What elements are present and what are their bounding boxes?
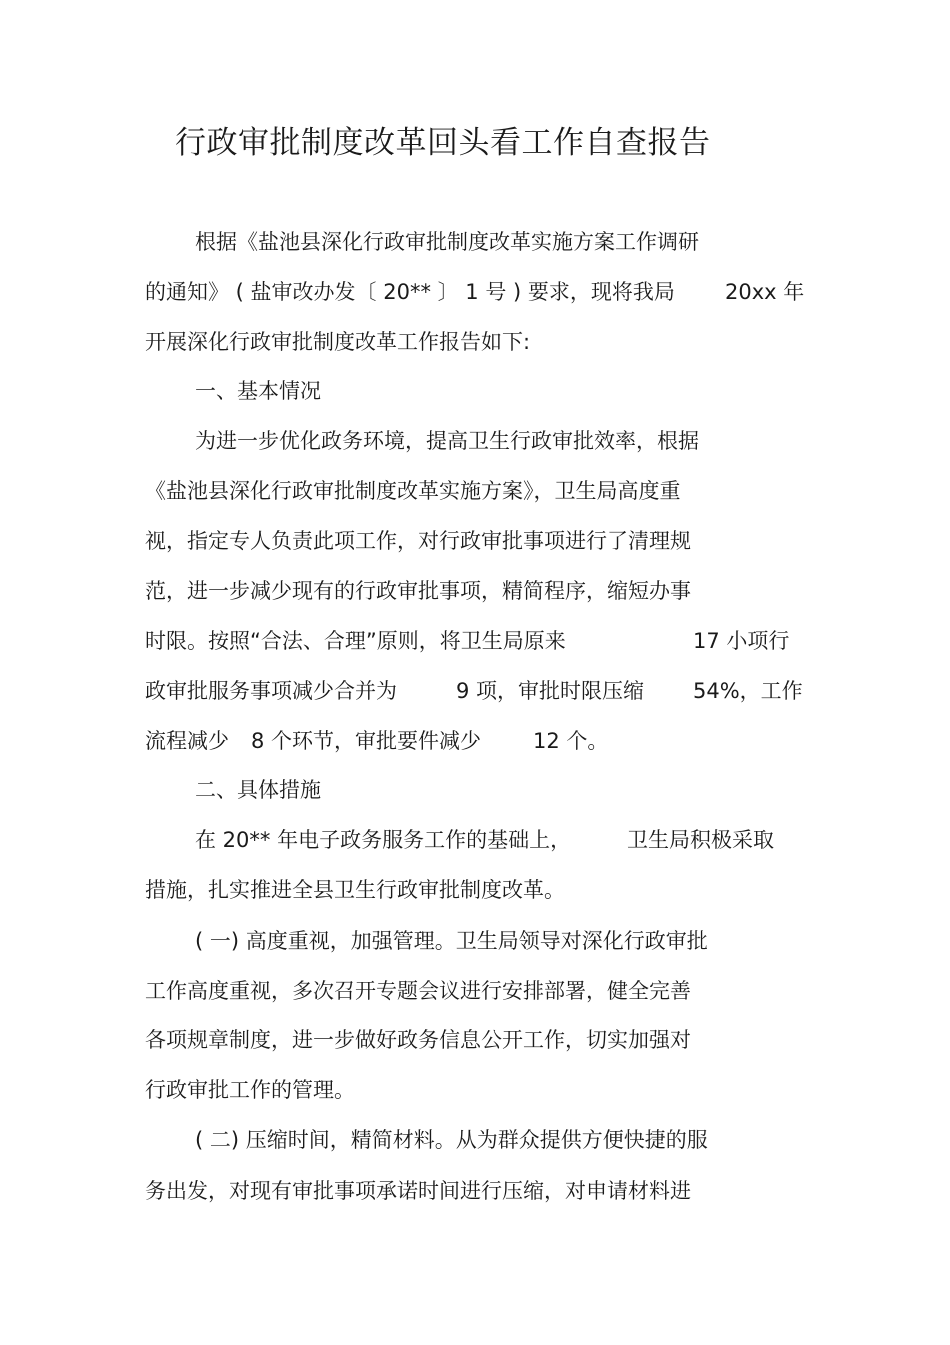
text-run: 为进一步优化政务环境，提高卫生行政审批效率，根据 <box>195 429 699 453</box>
section-heading <box>195 376 321 406</box>
text-run: 流程减少 <box>145 729 229 753</box>
text-line <box>195 227 699 257</box>
document-title: 行政审批制度改革回头看工作自查报告 <box>175 125 711 161</box>
text-run: 20xx 年 <box>725 280 805 304</box>
text-line <box>145 1025 691 1055</box>
text-run: 8 个环节，审批要件减少 <box>251 729 482 753</box>
text-run: 17 小项行 <box>693 629 790 653</box>
text-line <box>145 875 565 905</box>
text-run: 开展深化行政审批制度改革工作报告如下: <box>145 330 531 354</box>
text-line <box>145 676 815 706</box>
text-run: 在 20** 年电子政务服务工作的基础上， <box>195 828 572 852</box>
text-line <box>145 726 815 756</box>
text-run: 政审批服务事项减少合并为 <box>145 679 397 703</box>
text-run: 的通知》 ( 盐审改办发〔 20** 〕 1 号 ) 要求，现将我局 <box>145 280 675 304</box>
text-line <box>145 576 691 606</box>
text-line <box>145 476 681 506</box>
text-run: ( 一) 高度重视，加强管理。卫生局领导对深化行政审批 <box>195 929 708 953</box>
text-run: 措施，扎实推进全县卫生行政审批制度改革。 <box>145 878 565 902</box>
text-run: 范，进一步减少现有的行政审批事项，精简程序，缩短办事 <box>145 579 691 603</box>
text-line <box>195 1125 708 1155</box>
text-run: 一、基本情况 <box>195 379 321 403</box>
text-run: 视，指定专人负责此项工作，对行政审批事项进行了清理规 <box>145 529 691 553</box>
text-run: 卫生局积极采取 <box>627 828 774 852</box>
text-run: 根据《盐池县深化行政审批制度改革实施方案工作调研 <box>195 230 699 254</box>
text-run: 行政审批工作的管理。 <box>145 1078 355 1102</box>
text-line <box>145 526 691 556</box>
text-line <box>145 976 691 1006</box>
text-run: 务出发，对现有审批事项承诺时间进行压缩，对申请材料进 <box>145 1179 691 1203</box>
text-line <box>195 825 815 855</box>
text-line <box>145 327 530 357</box>
text-line <box>145 626 815 656</box>
text-run: 二、具体措施 <box>195 778 321 802</box>
text-run: ( 二) 压缩时间，精简材料。从为群众提供方便快捷的服 <box>195 1128 708 1152</box>
text-run: 工作高度重视，多次召开专题会议进行安排部署，健全完善 <box>145 979 691 1003</box>
text-line <box>195 426 699 456</box>
text-run: 时限。按照“合法、合理”原则，将卫生局原来 <box>145 629 566 653</box>
text-run: 54%，工作 <box>693 679 803 703</box>
text-run: 各项规章制度，进一步做好政务信息公开工作，切实加强对 <box>145 1028 691 1052</box>
text-run: 《盐池县深化行政审批制度改革实施方案》，卫生局高度重 <box>145 479 681 503</box>
text-line <box>195 926 708 956</box>
text-line <box>145 1075 355 1105</box>
text-run: 12 个。 <box>533 729 609 753</box>
text-line <box>145 277 815 307</box>
text-line <box>145 1176 691 1206</box>
text-run: 9 项，审批时限压缩 <box>456 679 645 703</box>
section-heading <box>195 775 321 805</box>
